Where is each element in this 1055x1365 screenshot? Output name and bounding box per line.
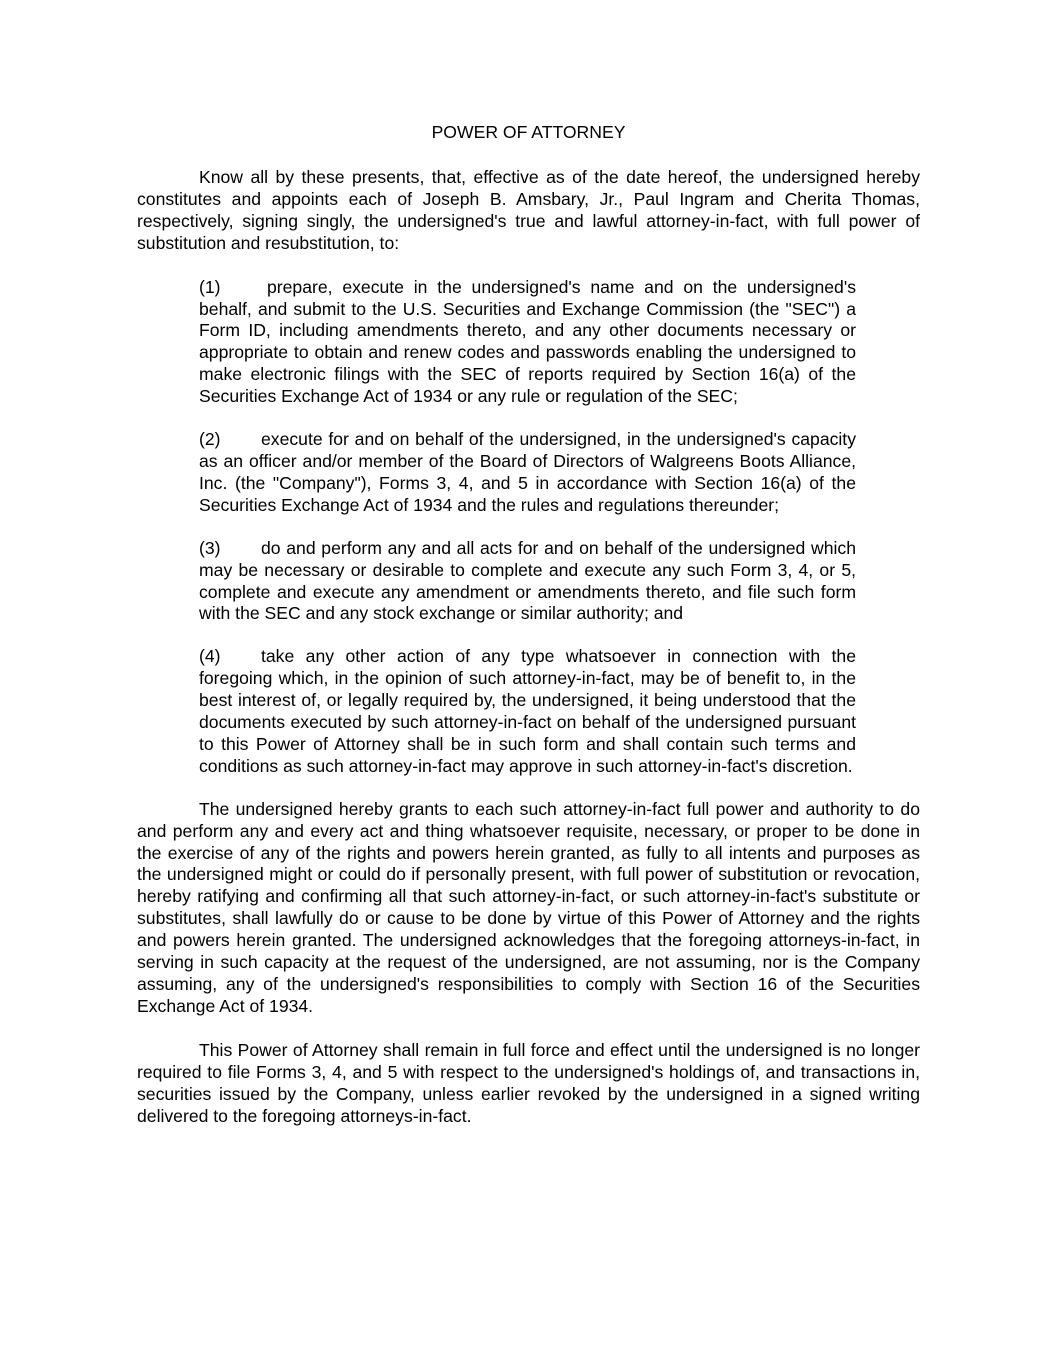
- duration-paragraph: This Power of Attorney shall remain in full force and effect until the undersigned is no longer required to file Forms 3, 4, and 5 with respect to the undersigned's holdings of, and transactions in, securities issued by the Company, unless earlier revoked by the undersigned in a signed writing delivered to the foregoing attorneys-in-fact.: [137, 1039, 920, 1126]
- list-item-2: [199, 429, 856, 517]
- grant-paragraph: The undersigned hereby grants to each such attorney-in-fact full power and authority to do and perform any and every act and thing whatsoever requisite, necessary, or proper to be done in the exercise of any of the rights and powers herein granted, as fully to all intents and purposes as the undersigned might or could do if personally present, with full power of substitution or revocation, hereby ratifying and confirming all that such attorney-in-fact, or such attorney-in-fact's substitute or substitutes, shall lawfully do or cause to be done by virtue of this Power of Attorney and the rights and powers herein granted. The undersigned acknowledges that the foregoing attorneys-in-fact, in serving in such capacity at the request of the undersigned, are not assuming, nor is the Company assuming, any of the undersigned's responsibilities to comply with Section 16 of the Securities Exchange Act of 1934.: [137, 798, 920, 1016]
- item-text: do and perform any and all acts for and on behalf of the undersigned which may be necessary or desirable to complete and execute any such Form 3, 4, or 5, complete and execute any amendment or amendments thereto, and file such form with the SEC and any stock exchange or similar authority; and: [199, 537, 856, 624]
- item-number: (2): [199, 429, 221, 450]
- intro-paragraph: Know all by these presents, that, effective as of the date hereof, the undersigned hereby constitutes and appoints each of Joseph B. Amsbary, Jr., Paul Ingram and Cherita Thomas, respectively, signing singly, the undersigned's true and lawful attorney-in-fact, with full power of substitution and resubstitution, to:: [137, 167, 920, 253]
- item-text: take any other action of any type whatsoever in connection with the foregoing which, in the opinion of such attorney-in-fact, may be of benefit to, in the best interest of, or legally required by, the undersigned, it being understood that the documents executed by such attorney-in-fact on behalf of the undersigned pursuant to this Power of Attorney shall be in such form and shall contain such terms and conditions as such attorney-in-fact may approve in such attorney-in-fact's discretion.: [199, 646, 856, 776]
- list-item-1: [199, 277, 856, 408]
- item-number: (1): [199, 276, 221, 297]
- item-text: prepare, execute in the undersigned's name and on the undersigned's behalf, and submit to the U.S. Securities and Exchange Commission (the "SEC") a Form ID, including amendments thereto, and any other documents necessary or appropriate to obtain and renew codes and passwords enabling the undersigned to make electronic filings with the SEC of reports required by Section 16(a) of the Securities Exchange Act of 1934 or any rule or regulation of the SEC;: [199, 276, 856, 407]
- item-number: (4): [199, 646, 221, 667]
- item-text: execute for and on behalf of the undersigned, in the undersigned's capacity as an officer and/or member of the Board of Directors of Walgreens Boots Alliance, Inc. (the "Company"), Forms 3, 4, and 5 in accordance with Section 16(a) of the Securities Exchange Act of 1934 and the rules and regulations thereunder;: [199, 429, 856, 515]
- item-number: (3): [199, 537, 221, 558]
- list-item-4: [199, 646, 856, 777]
- document-body: [137, 121, 920, 1149]
- document-title: POWER OF ATTORNEY: [431, 122, 626, 142]
- list-item-3: [199, 538, 856, 626]
